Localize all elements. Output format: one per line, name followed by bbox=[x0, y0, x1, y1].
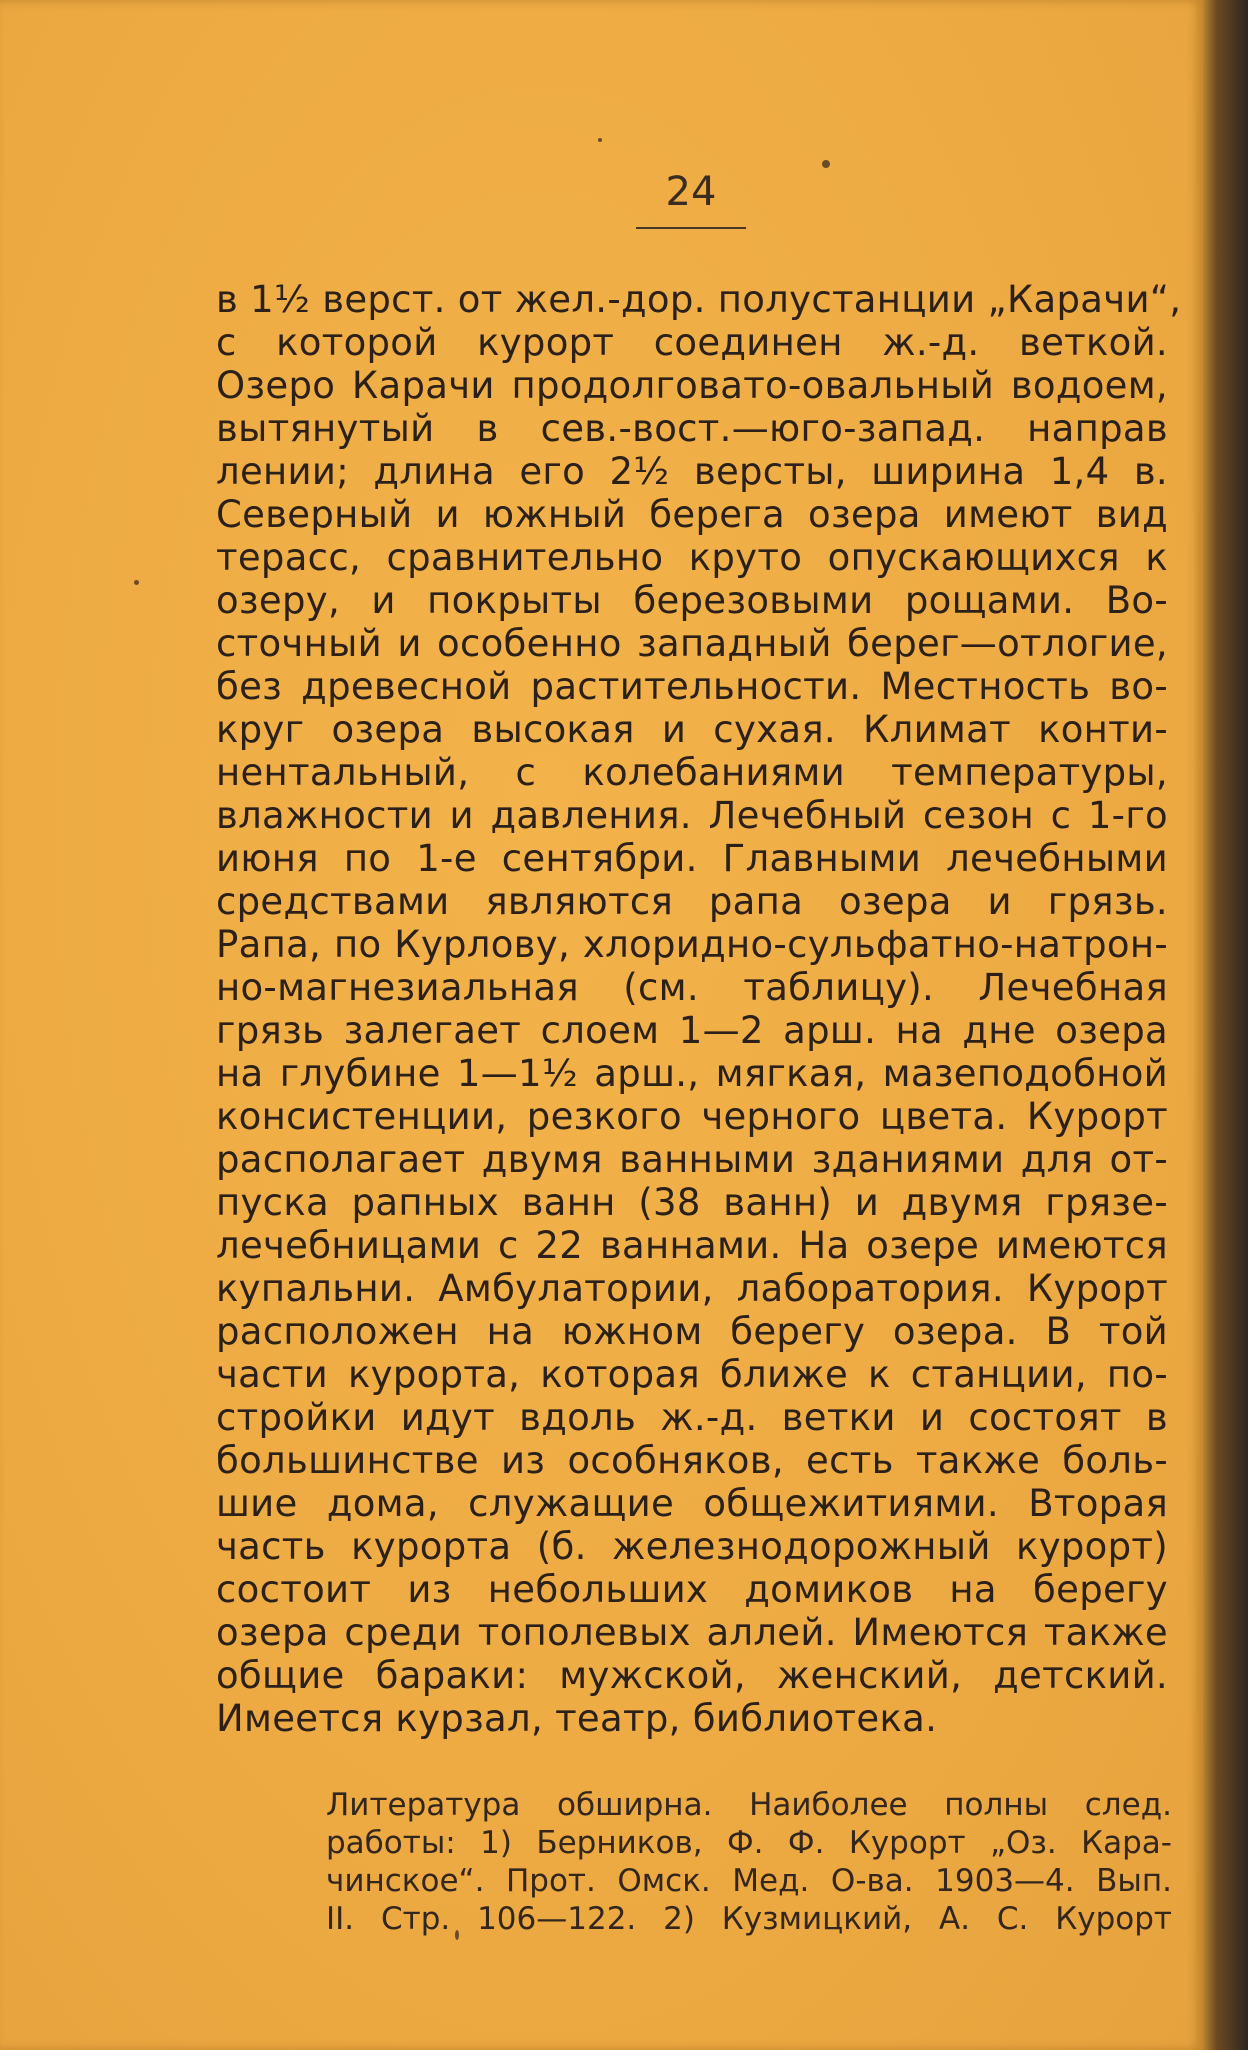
text-line: без древесной растительности. Местность во- bbox=[216, 665, 1168, 708]
text-line: большинстве из особняков, есть также боль- bbox=[216, 1439, 1168, 1482]
text-line: круг озера высокая и сухая. Климат конти- bbox=[216, 708, 1168, 751]
text-line: на глубине 1—1½ арш., мягкая, мазеподобной bbox=[216, 1052, 1168, 1095]
text-line: вытянутый в сев.-вост.—юго-запад. направ bbox=[216, 407, 1168, 450]
text-line: с которой курорт соединен ж.-д. веткой. bbox=[216, 321, 1168, 364]
text-line: располагает двумя ванными зданиями для от- bbox=[216, 1138, 1168, 1181]
text-line: озеру, и покрыты березовыми рощами. Во- bbox=[216, 579, 1168, 622]
text-line: озера среди тополевых аллей. Имеются также bbox=[216, 1611, 1168, 1654]
text-line: пуска рапных ванн (38 ванн) и двумя грязе- bbox=[216, 1181, 1168, 1224]
text-line: Рапа, по Курлову, хлоридно-сульфатно-натрон- bbox=[216, 923, 1168, 966]
text-line: консистенции, резкого черного цвета. Курорт bbox=[216, 1095, 1168, 1138]
note-line: работы: 1) Берников, Ф. Ф. Курорт „Оз. Кара- bbox=[326, 1825, 1172, 1861]
text-line: средствами являются рапа озера и грязь. bbox=[216, 880, 1168, 923]
text-line: нентальный, с колебаниями температуры, bbox=[216, 751, 1168, 794]
paper-speck bbox=[598, 138, 602, 142]
page-number: 24 bbox=[665, 169, 717, 215]
body-text bbox=[216, 278, 1182, 1740]
text-line: лении; длина его 2½ версты, ширина 1,4 в. bbox=[216, 450, 1168, 493]
paper-speck bbox=[134, 580, 139, 585]
literature-note bbox=[326, 1786, 1172, 1938]
text-line: часть курорта (б. железнодорожный курорт) bbox=[216, 1525, 1168, 1568]
text-line: расположен на южном берегу озера. В той bbox=[216, 1310, 1168, 1353]
text-line: купальни. Амбулатории, лаборатория. Курорт bbox=[216, 1267, 1168, 1310]
text-line: в 1½ верст. от жел.-дор. полустанции „Карачи“, bbox=[216, 278, 1182, 321]
paper-speck bbox=[822, 160, 830, 168]
text-line: но-магнезиальная (см. таблицу). Лечебная bbox=[216, 966, 1168, 1009]
note-line: Литература обширна. Наиболее полны след. bbox=[326, 1787, 1172, 1823]
text-line: Имеется курзал, театр, библиотека. bbox=[216, 1697, 938, 1740]
note-line: чинское“. Прот. Омск. Мед. О-ва. 1903—4. Вып. bbox=[326, 1863, 1172, 1899]
text-line: терасс, сравнительно круто опускающихся к bbox=[216, 536, 1168, 579]
text-line: части курорта, которая ближе к станции, по- bbox=[216, 1353, 1168, 1396]
text-line: общие бараки: мужской, женский, детский. bbox=[216, 1654, 1168, 1697]
text-line: июня по 1-е сентябри. Главными лечебными bbox=[216, 837, 1168, 880]
text-line: состоит из небольших домиков на берегу bbox=[216, 1568, 1168, 1611]
book-spine-edge bbox=[1203, 0, 1248, 2050]
text-line: стройки идут вдоль ж.-д. ветки и состоят в bbox=[216, 1396, 1168, 1439]
text-line: влажности и давления. Лечебный сезон с 1-го bbox=[216, 794, 1168, 837]
text-line: грязь залегает слоем 1—2 арш. на дне озера bbox=[216, 1009, 1168, 1052]
text-line: сточный и особенно западный берег—отлогие, bbox=[216, 622, 1168, 665]
text-line: лечебницами с 22 ваннами. На озере имеются bbox=[216, 1224, 1168, 1267]
page-number-rule bbox=[636, 227, 746, 229]
text-line: Северный и южный берега озера имеют вид bbox=[216, 493, 1168, 536]
text-line: шие дома, служащие общежитиями. Вторая bbox=[216, 1482, 1168, 1525]
text-line: Озеро Карачи продолговато-овальный водоем, bbox=[216, 364, 1168, 407]
note-line: II. Стр. 106—122. 2) Кузмицкий, А. С. Курорт bbox=[326, 1901, 1172, 1937]
